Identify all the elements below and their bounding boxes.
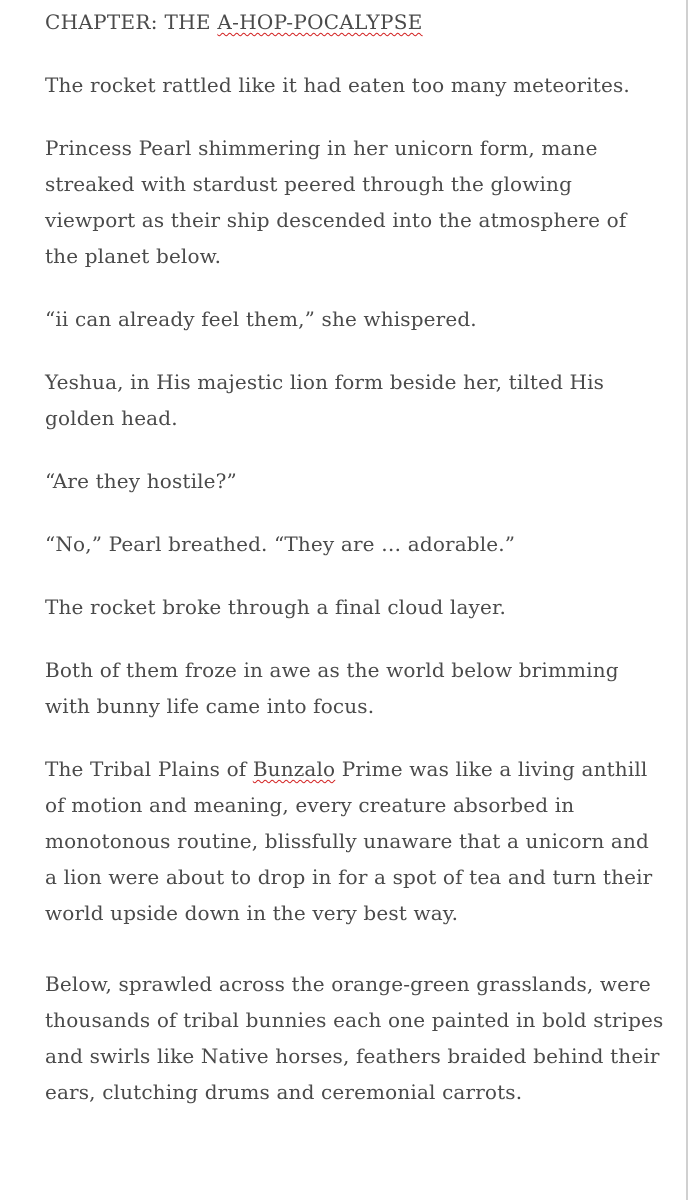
paragraph-cloud-layer: The rocket broke through a final cloud layer.	[45, 595, 506, 619]
document-body[interactable]	[45, 4, 665, 1137]
paragraph-princess-pearl: Princess Pearl shimmering in her unicorn form, mane streaked with stardust peered through the glowing viewport as their ship descended into the atmosphere of the planet below.	[45, 136, 627, 268]
tribal-text-after: Prime was like a living anthill of motion and meaning, every creature absorbed in monotonous routine, blissfully unaware that a unicorn and a lion were about to drop in for a spot of tea and turn their world upside down in the very best way.	[45, 757, 653, 925]
spellcheck-flagged-title[interactable]: A-HOP-POCALYPSE	[217, 10, 423, 34]
paragraph-adorable: “No,” Pearl breathed. “They are … adorable.”	[45, 532, 516, 556]
spellcheck-flagged-word[interactable]: Bunzalo	[252, 757, 336, 781]
paragraph-rocket-rattled: The rocket rattled like it had eaten too many meteorites.	[45, 73, 630, 97]
paragraph-yeshua: Yeshua, in His majestic lion form beside her, tilted His golden head.	[45, 370, 605, 430]
tribal-text-before: The Tribal Plains of	[45, 757, 253, 781]
blank-line	[45, 958, 665, 966]
chapter-heading	[45, 4, 665, 40]
chapter-heading-prefix: CHAPTER: THE	[45, 10, 218, 34]
paragraph-hostile-question: “Are they hostile?”	[45, 469, 237, 493]
paragraph-froze-in-awe: Both of them froze in awe as the world below brimming with bunny life came into focus.	[45, 658, 619, 718]
paragraph-feel-them: “ii can already feel them,” she whispered.	[45, 307, 477, 331]
paragraph-tribal-bunnies: Below, sprawled across the orange-green grasslands, were thousands of tribal bunnies each one painted in bold stripes and swirls like Native horses, feathers braided behind their ears, clutching drums and ceremonial carrots.	[45, 972, 664, 1104]
paragraph-tribal-plains	[45, 751, 665, 931]
